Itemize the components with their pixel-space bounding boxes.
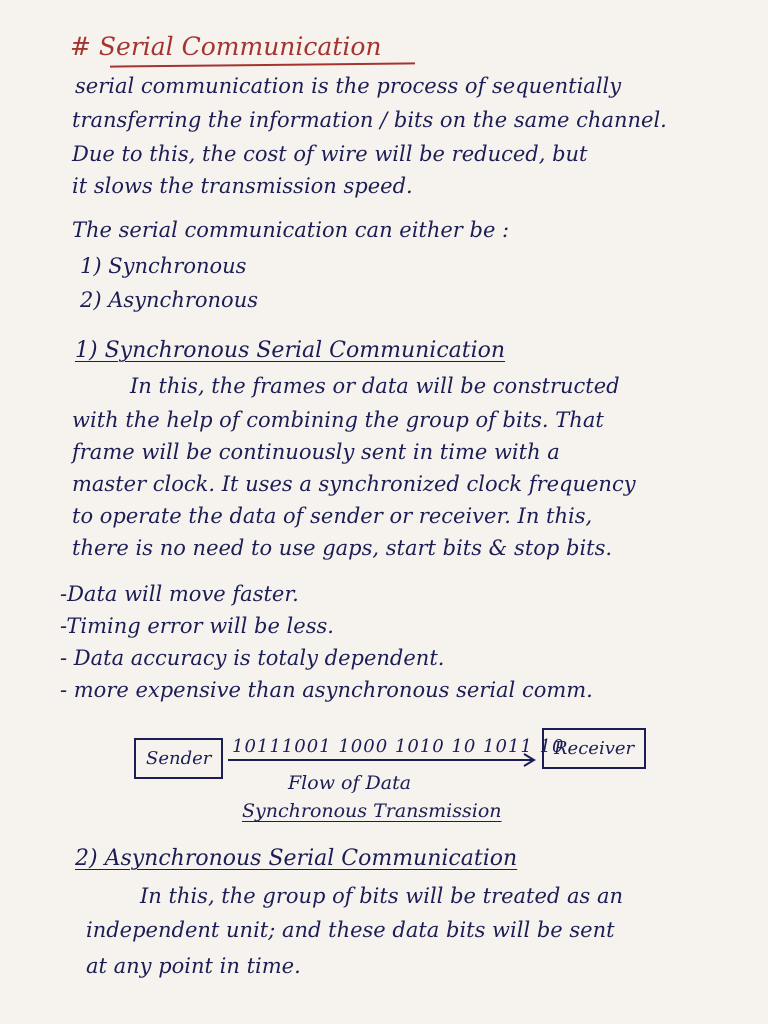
sync-line-3: frame will be continuously sent in time with a bbox=[72, 440, 560, 464]
sync-line-2: with the help of combining the group of bits. That bbox=[72, 408, 604, 432]
intro-line-3: Due to this, the cost of wire will be reduced, but bbox=[72, 142, 588, 166]
sync-line-1: In this, the frames or data will be constructed bbox=[130, 374, 620, 398]
sender-box: Sender bbox=[134, 738, 223, 779]
intro-line-2: transferring the information / bits on the same channel. bbox=[72, 108, 667, 132]
async-line-3: at any point in time. bbox=[86, 954, 301, 978]
type-synchronous: 1) Synchronous bbox=[80, 254, 247, 278]
either-line: The serial communication can either be : bbox=[72, 218, 510, 242]
title-underline bbox=[110, 62, 415, 67]
sync-point-2: -Timing error will be less. bbox=[60, 614, 334, 638]
intro-line-4: it slows the transmission speed. bbox=[72, 174, 413, 198]
sync-line-4: master clock. It uses a synchronized clock frequency bbox=[72, 472, 636, 496]
async-heading: 2) Asynchronous Serial Communication bbox=[75, 846, 518, 871]
receiver-box: Receiver bbox=[542, 728, 646, 769]
flow-label: Flow of Data bbox=[288, 772, 412, 794]
diagram-caption: Synchronous Transmission bbox=[242, 800, 502, 822]
sync-point-3: - Data accuracy is totaly dependent. bbox=[60, 646, 445, 670]
page-title: # Serial Communication bbox=[70, 32, 382, 61]
sync-point-1: -Data will move faster. bbox=[60, 582, 299, 606]
intro-line-1: serial communication is the process of sequentially bbox=[75, 74, 622, 98]
sync-heading: 1) Synchronous Serial Communication bbox=[75, 338, 506, 363]
async-line-2: independent unit; and these data bits will be sent bbox=[86, 918, 615, 942]
sync-line-5: to operate the data of sender or receiver. In this, bbox=[72, 504, 593, 528]
sync-point-4: - more expensive than asynchronous serial comm. bbox=[60, 678, 593, 702]
flow-arrow-icon bbox=[228, 752, 540, 768]
async-line-1: In this, the group of bits will be treated as an bbox=[140, 884, 624, 908]
sync-line-6: there is no need to use gaps, start bits & stop bits. bbox=[72, 536, 613, 560]
type-asynchronous: 2) Asynchronous bbox=[80, 288, 258, 312]
bit-stream: 10111001 1000 1010 10 1011 10 bbox=[232, 736, 565, 757]
